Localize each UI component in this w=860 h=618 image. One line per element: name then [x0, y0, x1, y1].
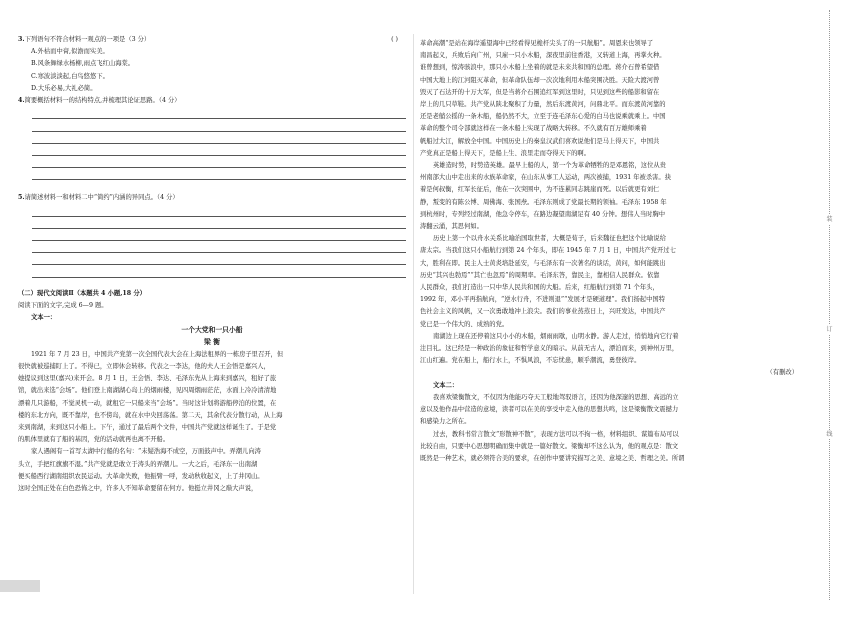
paragraph-line: 历史“其兴也勃焉”“其亡也忽焉”的周期率。毛泽东答，靠民主，靠相信人民群众。依靠 — [420, 271, 660, 279]
answer-line[interactable] — [32, 119, 406, 131]
paragraph-line: 楼的东北方向，既不靠岸，也不傍岛，就在水中央回荡荡。第二天，其余代表分散行动，从上海 — [18, 411, 283, 419]
section-header: （二）现代文阅读Ⅱ（本题共 4 小题,18 分） — [18, 289, 146, 297]
paragraph-line: 她提议到这里(嘉兴)来开会。8 月 1 日，王会悟、李达、毛泽东先从上海来到嘉兴，租好了旅 — [18, 375, 277, 383]
source-note: （有删改） — [766, 369, 798, 377]
paragraph-line: 南湖边上现在还停着这只小小的木船，烟雨雨歇，山明水静。游人走过，悄悄地向它行着 — [433, 332, 679, 340]
left-column — [18, 34, 406, 495]
paragraph-line: 色社会主义的风帆，又一次勇敢地冲上浪尖。我们的事业蒸蒸日上，兴旺发达，中国共产 — [420, 308, 666, 316]
question-3-text: 下列语句不符合材料一观点的一项是（3 分） — [24, 36, 151, 43]
paragraph-line: 大，胜利在即。民主人士黄炎培赴延安，与毛泽东有一次著名的谈话，黄问，如何能跳出 — [420, 259, 666, 267]
paragraph-line: 静，叛变的有陈公博、周佛海、张国焘。毛泽东则成了党最长期的领袖。毛泽东 1958 年 — [420, 198, 667, 206]
page-corner-tab — [0, 580, 40, 592]
paragraph-line: 产党真正是船上得天下，是船上生、浪里走而夺得天下的啊。 — [420, 149, 591, 157]
column-divider — [413, 34, 414, 594]
answer-line[interactable] — [32, 205, 406, 217]
answer-line[interactable] — [32, 265, 406, 277]
question-3 — [18, 34, 406, 46]
paragraph-line: 谁曾想到，惊涛骇浪中，那只小木船上坐着的就是未来共和国的总理。蒋介石曾希望借 — [420, 64, 660, 72]
paragraph-line: 中国大地上的江河阻灭革命，但革命队伍却一次次地利用木船突围决胜。天险大渡河曾 — [420, 76, 660, 84]
binding-char-xian: 线 — [824, 430, 835, 439]
paragraph-line: 过去，教科书常言散文“形散神不散”，表现方法可以不拘一格，材料组织、谋篇布局可以 — [433, 430, 679, 438]
binding-margin — [820, 0, 840, 618]
paragraph-line: 唐太宗。当我们这只小船航行到第 24 个年头，即在 1945 年 7 月 1 日，中国共产党开过七 — [420, 247, 676, 255]
question-3-number: 3. — [18, 36, 25, 43]
paragraph-line: 人民群众，我们打造出一只中华人民共和国的大船。后来，红船航行到第 71 个年头， — [420, 284, 659, 292]
paragraph-line: 着是何叔衡，红军长征后，他在一次突围中，为不连累同志跳崖而死。以后就更有刘仁 — [420, 186, 660, 194]
question-5-text: 请简述材料一和材料二中“简约”内涵的异同点。（4 分） — [24, 194, 179, 202]
answer-line[interactable] — [32, 229, 406, 241]
answer-line[interactable] — [32, 107, 406, 119]
paragraph-line: 历史上第一个以舟水关系比喻治国取世者，大概是荀子，后来魏征也把这个比喻说给 — [433, 235, 666, 243]
question-4 — [18, 95, 406, 107]
binding-dotted-line — [829, 10, 830, 600]
paragraph-line: 这时全国正处在白色恐怖之中，许多人不知革命要留在何方。他挺立井冈之巅大声说， — [18, 484, 258, 492]
answer-line[interactable] — [32, 132, 406, 144]
reading-instruction: 阅读下面的文字,完成 6—9 题。 — [18, 301, 108, 309]
question-4-number: 4. — [18, 97, 25, 105]
paragraph-line: 便买船西行湖南组织农民运动。大革命失败，他振臂一呼，发动秋收起义，上了井冈山。 — [18, 472, 264, 480]
paragraph-line: 涛翻云涌，其思何如。 — [420, 223, 483, 231]
paragraph-line: 南昌起义，兵败后向广州，只雇一只小木船，深夜里前往香港，又转道上海，再掌火种。 — [420, 52, 666, 60]
paragraph-line: 馆，就出来选“会场”。他们登上南湖湖心岛上的烟雨楼，见四周烟雨茫茫，水面上冷冷清清地 — [18, 387, 277, 395]
paragraph-line: 江山红遍。党在船上，船行水上，不惧风浪，不忘忧患，顺乎潮流，勇登彼岸。 — [420, 357, 641, 365]
paragraph-line: 注目礼。这已经是一种政治的象征和哲学意义的暗示。从前无古人，漂泊而来，到神州万里， — [420, 345, 679, 353]
paragraph-line: 到杭州时，专列经过南湖，他急令停车，在路边凝望南湖足有 40 分钟。想伟人当时胸中 — [420, 210, 666, 218]
paragraph-line: 帆船过大江，解放全中国。中国历史上的秦皇汉武们喜欢说他们是马上得天下，中国共 — [420, 137, 660, 145]
paragraph-line: 比较自由，只要中心思想明确而集中就是一篇好散文。梁衡却不这么认为，他的观点是：散文 — [420, 442, 679, 450]
text1-label: 文本一： — [31, 314, 57, 322]
answer-line[interactable] — [32, 253, 406, 265]
question-4-text: 简要概括材料一的结构特点,并梳理其论证思路。（4 分） — [24, 97, 181, 105]
paragraph-line: 既然是一种艺术，就必须符合美的要求，在创作中要讲究描写之美、意境之美、哲理之美。所谓 — [420, 454, 685, 462]
paragraph-line: 很快就被巡捕盯上了。不得已，立即休会转移。代表之一李达，他的夫人王会悟是嘉兴人， — [18, 362, 270, 370]
article-title: 一个大党和一只小船 — [181, 326, 243, 335]
paragraph-line: 的肌体里就有了船的基因，党的活动就再也离不开船。 — [18, 436, 170, 444]
text2-label: 文本二： — [433, 381, 459, 389]
right-column — [420, 38, 804, 465]
answer-line[interactable] — [32, 217, 406, 229]
paragraph-line: 意以及他作品中营造的意境，读者可以在美的享受中走入他的思想共鸣，这是梁衡散文震撼力 — [420, 406, 679, 414]
paragraph-line: 革命高潮“是站在海岸遥望海中已经看得见桅杆尖头了的一只航船”。周恩来也领导了 — [420, 40, 654, 47]
answer-paren: ( ) — [391, 36, 398, 43]
paragraph-line: 1992 年，邓小平再指航向，“逆水行舟，不进则退”“发展才是硬道理”。我们扬起中国特 — [420, 296, 665, 304]
paragraph-line: 党已是一个伟大的、成熟的党。 — [420, 320, 509, 328]
paragraph-line: 漂着几只游船，不觉灵机一动，就租它一只船来当“会场”。当时这计划将游船停泊的位置，在 — [18, 399, 277, 407]
paragraph-line: 和感染力之所在。 — [420, 418, 471, 426]
paragraph-line: 我喜欢梁衡散文，不仅因为他能巧夺天工般地驾驭语言，还因为他深邃的思想、高远的立 — [433, 393, 679, 401]
option-b: B.风条舞绿水杨柳,雨点飞红山海棠。 — [31, 60, 135, 68]
option-d: D.大乐必易,大礼必简。 — [31, 84, 97, 92]
paragraph-line: 岸上的几只草鞋。共产党从陕北聚积了力量，然后东渡黄河，问鼎北平。而东渡黄河靠的 — [420, 101, 666, 109]
question-5-number: 5. — [18, 194, 25, 202]
binding-char-zhuang: 装 — [824, 215, 835, 224]
answer-line[interactable] — [32, 144, 406, 156]
answer-line[interactable] — [32, 241, 406, 253]
question-5 — [18, 192, 406, 204]
paragraph-line: 1921 年 7 月 23 日，中国共产党第一次全国代表大会在上海法租界的一栋房子里召开，但 — [31, 350, 284, 358]
paragraph-line: 英雄造时势，时势造英雄。最早上船的人，第一个为革命牺牲的是邓恩铭，这位从贵 — [433, 162, 666, 170]
paragraph-line: 来到南湖，来到这只小船上。下午，通过了最后两个文件，中国共产党就这样诞生了。于是党 — [18, 423, 277, 431]
paragraph-line: 革命的整个司令部就这样在一条木船上实现了战略大转移。不久就有百万雄师乘着 — [420, 125, 647, 133]
paragraph-line: 州南部大山中走出来的水族革命家，在山东从事工人运动，两次被捕，1931 年被杀害。抉 — [420, 174, 672, 182]
binding-char-ding: 订 — [824, 325, 835, 334]
paragraph-line: 头立，手把红旗旗不湿。”共产党就是敢立于涛头的弄潮儿。一大之后，毛泽东一出南湖 — [18, 460, 258, 468]
option-a: A.外枯而中膏,似澹而实美。 — [31, 48, 109, 56]
article-author: 梁 衡 — [204, 338, 220, 347]
paragraph-line: 还是老艄公摇的一条木船，船仍然不大，立至于连毛泽东心爱的白马也说乘就乘上。中国 — [420, 113, 666, 121]
paragraph-line: 家人遇阁有一首写太湖中行船的名句：“未疑浩海不成空，万面鼓声中。弄潮儿向涛 — [31, 448, 261, 456]
answer-line[interactable] — [32, 168, 406, 180]
option-c: C.寒波淡淡起,白鸟悠悠下。 — [31, 72, 109, 80]
answer-line[interactable] — [32, 156, 406, 168]
paragraph-line: 毁灭了石达开的十万大军，但是当蒋介石围追红军到这里时，只见到这些的船影和留在 — [420, 88, 660, 96]
